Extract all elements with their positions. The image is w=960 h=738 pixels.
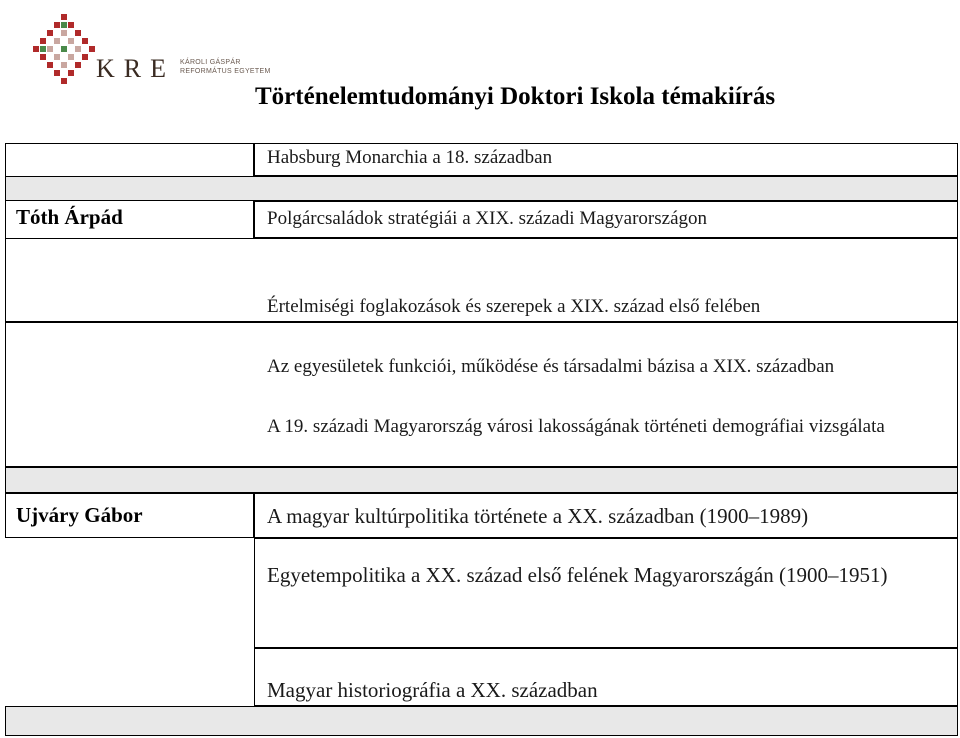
kre-diamond-emblem-icon bbox=[30, 12, 100, 90]
topic-cell bbox=[5, 322, 958, 467]
topic-text: Habsburg Monarchia a 18. században bbox=[267, 147, 553, 168]
separator-row bbox=[5, 467, 958, 493]
logo-subtitle-line2: REFORMÁTUS EGYETEM bbox=[180, 68, 271, 75]
separator-row bbox=[5, 706, 958, 736]
topic-text: A magyar kultúrpolitika története a XX. században (1900–1989) bbox=[267, 504, 809, 528]
kre-logo bbox=[30, 12, 271, 102]
topic-cell bbox=[254, 538, 958, 648]
topic-text: Értelmiségi foglakozások és szerepek a XIX. század első felében bbox=[267, 296, 761, 317]
supervisor-name: Tóth Árpád bbox=[16, 205, 123, 229]
logo-subtitle-line1: KÁROLI GÁSPÁR bbox=[180, 59, 241, 66]
topic-text: A 19. századi Magyarország városi lakosságának történeti demográfiai vizsgálata bbox=[267, 416, 885, 437]
topic-text: Magyar historiográfia a XX. században bbox=[267, 678, 598, 702]
separator-row bbox=[5, 176, 958, 201]
page-title: Történelemtudományi Doktori Iskola témakiírás bbox=[255, 83, 776, 110]
logo-wordmark: KRE bbox=[96, 54, 175, 83]
topics-table bbox=[5, 143, 958, 738]
logo-subtitle bbox=[180, 58, 271, 76]
topic-text: Az egyesületek funkciói, működése és társadalmi bázisa a XIX. században bbox=[267, 356, 835, 377]
topic-text: Polgárcsaládok stratégiái a XIX. századi Magyarországon bbox=[267, 208, 707, 229]
supervisor-name: Ujváry Gábor bbox=[16, 503, 143, 527]
topic-text: Egyetempolitika a XX. század első felének Magyarországán (1900–1951) bbox=[267, 563, 888, 587]
